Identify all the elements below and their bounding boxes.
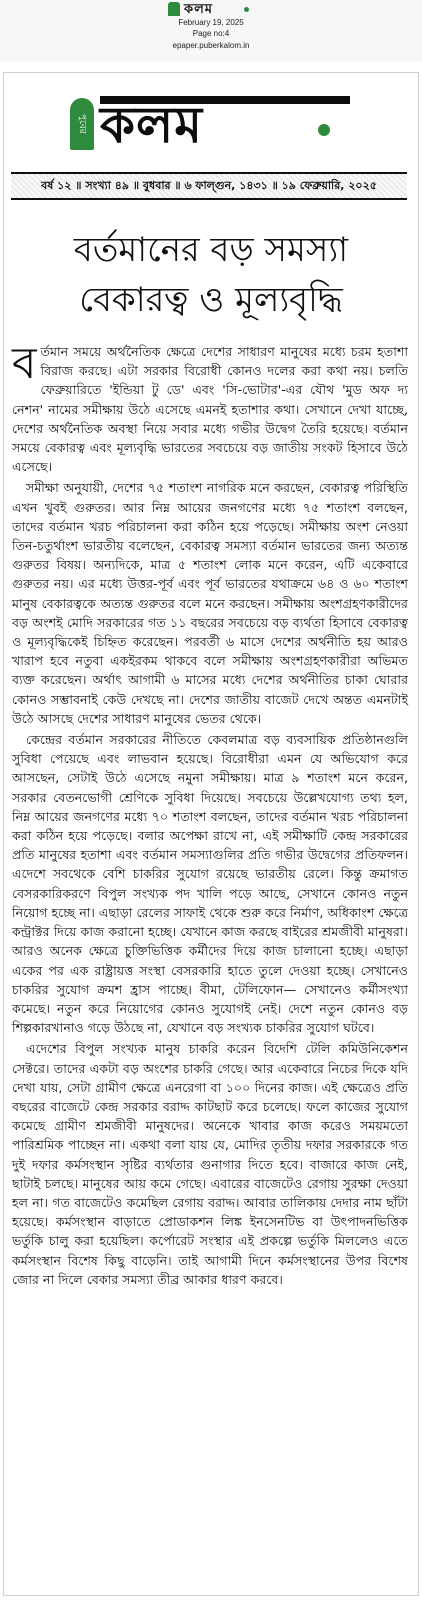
epaper-site-link[interactable]: epaper.puberkalom.in — [172, 41, 250, 50]
masthead-side-label: পুবের — [70, 98, 94, 150]
epaper-page: Page no:4 — [192, 29, 230, 38]
article-paragraph-3: কেন্দ্রের বর্তমান সরকারের নীতিতে কেবলমাত্র বড় ব্যবসায়িক প্রতিষ্ঠানগুলি সুবিধা পেয়েছে এবং লাভবান হয়েছে। বিরোধীরা এমন যে অভিযোগ করে আসছেন, সেটাই উঠে এসেছে নমুনা সমীক্ষায়। মাত্র ৯ শতাংশ মনে করেন, সরকার বেতনভোগী শ্রেণিকে সুবিধা দিয়েছে। সবচেয়ে উল্লেখযোগ্য তথ্য হল, নিম্ন আয়ের জনগণের মধ্যে ৭০ শতাংশ বলছেন, তাদের বর্তমান খরচ পরিচালনা করা কঠিন হয়ে পড়েছে। বলার অপেক্ষা রাখে না, এই সমীক্ষাটি কেন্দ্র সরকারের প্রতি মানুষের হতাশা এবং বর্তমান সমস্যাগুলির প্রতি গভীর উদ্বেগের প্রতিফলন। এদেশে সবথেকে বেশি চাকরির সুযোগ রয়েছে ভারতীয় রেলে। কিন্তু ক্রমাগত বেসরকারিকরণে বিপুল সংখ্যক পদ খালি পড়ে আছে, সেখানে কোনও নতুন নিয়োগ হচ্ছে না। এছাড়া রেলের সাফাই থেকে শুরু করে নির্মাণ, অধিকাংশ ক্ষেত্রে কন্ট্রাক্টর দিয়ে কাজ করানো হচ্ছে। যেখানে কাজ করছে বাইরের শ্রমজীবী মানুষরা। আরও অনেক ক্ষেত্রে চুক্তিভিত্তিক কর্মীদের দিয়ে কাজ চালানো হচ্ছে। এছাড়া একের পর এক রাষ্ট্রায়ত্ত সংস্থা বেসরকারি হাতে তুলে দেওয়া হচ্ছে। সেখানেও চাকরির সুযোগ ক্রমশ হ্রাস পাচ্ছে। বীমা, টেলিফোন— সেখানেও কর্মীসংখ্যা কমেছে। নতুন করে নিয়োগের কোনও সুযোগই নেই। দেশে নতুন কোনও বড় শিল্পকারখানাও গড়ে উঠছে না, যেখানে বড় সংখ্যক চাকরির সুযোগ ঘটবে। — [12, 732, 408, 1036]
article-paragraph-1 — [12, 338, 408, 476]
paragraph-1-text: র্তমান সময়ে অর্থনৈতিক ক্ষেত্রে দেশের সাধারণ মানুষের মধ্যে চরম হতাশা বিরাজ করছে। এটা সরকার বিরোধী কোনও দলের করা কথা নয়। চলতি ফেব্রুয়ারিতে 'ইন্ডিয়া টু ডে' এবং 'সি-ভোটার'-এর যৌথ 'মুড অফ দ্য নেশন' নামের সমীক্ষায় উঠে এসেছে এমনই হতাশার কথা। সেখানে দেখা যাচ্ছে, দেশের অর্থনৈতিক অবস্থা নিয়ে সবার মধ্যে গভীর উদ্বেগ তৈরি হয়েছে। বর্তমান সময়ে বেকারত্ব এবং মূল্যবৃদ্ধি ভারতের সবচেয়ে বড় জাতীয় সংকট হিসাবে উঠে এসেছে। — [12, 344, 408, 475]
masthead-logo — [70, 94, 352, 154]
dateline-bar — [11, 172, 407, 200]
article-paragraph-2: সমীক্ষা অনুযায়ী, দেশের ৭৫ শতাংশ নাগরিক মনে করছেন, বেকারত্ব পরিস্থিতি এখন খুবই গুরুতর। আর নিম্ন আয়ের জনগণের মধ্যে ৭৫ শতাংশ বলছেন, তাদের বর্তমান খরচ পরিচালনা করা কঠিন হয়ে পড়েছে। সমীক্ষায় অংশ নেওয়া তিন-চতুর্থাংশ ভারতীয় বলেছেন, বেকারত্ব সমস্যা বর্তমান ভারতের জন্য অত্যন্ত গুরুতর বিষয়। অন্যদিকে, মাত্র ৫ শতাংশ লোক মনে করেন, এটি একেবারে গুরুতর নয়। এর মধ্যে উত্তর-পূর্ব এবং পূর্ব ভারতের যথাক্রমে ৬৪ ও ৬০ শতাংশ মানুষ বেকারত্বকে অত্যন্ত গুরুতর বলে মনে করছেন। সমীক্ষায় অংশগ্রহণকারীদের বড় অংশই মোদি সরকারের গত ১১ বছরের সবচেয়ে বড় ব্যর্থতা হিসাবে বেকারত্ব ও মূল্যবৃদ্ধিকেই চিহ্নিত করেছেন। পরবর্তী ৬ মাসে দেশের অর্থনীতি হয় আরও খারাপ হবে নতুবা একইরকম থাকবে বলে সমীক্ষায় অংশগ্রহণকারীরা অভিমত ব্যক্ত করেছেন। অর্থাৎ আগামী ৬ মাসের মধ্যে দেশের অর্থনীতির চাকা ঘোরার কোনও সম্ভাবনাই কেউ দেখছে না। দেশের জাতীয় বাজেট দেখে অন্তত এমনটাই উঠে আসছে দেশের সাধারণ মানুষের ভেতর থেকে। — [12, 480, 408, 726]
masthead-dot — [318, 124, 330, 136]
article-body — [12, 338, 408, 1291]
article-paragraph-4: এদেশের বিপুল সংখ্যক মানুষ চাকরি করেন বিদেশি টেলি কমিউনিকেশন সেক্টরে। তাদের একটা বড় অংশের চাকরি গেছে। আর একেবারে নিচের দিকে যদি দেখা যায়, সেটা গ্রামীণ ক্ষেত্রে এনরেগা বা ১০০ দিনের কাজ। এই ক্ষেত্রেও প্রতি বছরের বাজেটে কেন্দ্র সরকার বরাদ্দ কাটছাট করে চলেছে। ফলে কাজের সুযোগ কমেছে গ্রামীণ শ্রমজীবী মানুষদের। অনেকে খাবার কাজ করেও সময়মতো পারিশ্রমিক পাচ্ছেন না। একথা বলা যায় যে, মোদির তৃতীয় দফার সরকারকে গত দুই দফার কর্মসংস্থান সৃষ্টির ব্যর্থতার গুনাগার দিতে হবে। বাজারে কাজ নেই, ছাটাই চলছে। মানুষের আয় কমে গেছে। এবারের বাজেটেও রেগায় সুরক্ষা দেওয়া হল না। গত বাজেটেও কমেছিল রেগায় বরাদ্দ। আবার তালিকায় দেদার নাম ছাঁটা হয়েছে। কর্মসংস্থান বাড়াতে প্রোডাকশন লিঙ্ক ইনসেনটিভ বা উৎপাদনভিত্তিক ভর্তুকি চালু করা হয়েছিল। কর্পোরেট সংস্থার এই প্রকল্পে ভর্তুকি মিললেও এতে কর্মসংস্থান বিশেষ কিছু বাড়েনি। তাই আগামী দিনে কর্মসংস্থানের উপর বিশেষ জোর না দিলে বেকার সমস্যা তীব্র আকার ধারণ করবে। — [12, 1041, 408, 1287]
headline-line-2: বেকারত্ব ও মূল্যবৃদ্ধি — [79, 280, 343, 320]
mini-logo-word: কলম — [184, 2, 213, 17]
epaper-date: February 19, 2025 — [178, 18, 244, 27]
headline-line-1: বর্তমানের বড় সমস্যা — [73, 230, 349, 270]
dateline-text: বর্ষ ১২ ॥ সংখ্যা ৪৯ ॥ বুধবার ॥ ৬ ফাল্গুন, ১৪৩১ ॥ ১৯ ফেব্রুয়ারি, ২০২৫ — [41, 179, 377, 192]
mini-logo-mark — [168, 2, 180, 16]
masthead-word: কলম — [100, 96, 204, 154]
mini-logo — [168, 2, 254, 16]
drop-cap: ব — [12, 338, 37, 389]
mini-logo-dot — [244, 7, 249, 12]
epaper-header — [0, 0, 422, 62]
